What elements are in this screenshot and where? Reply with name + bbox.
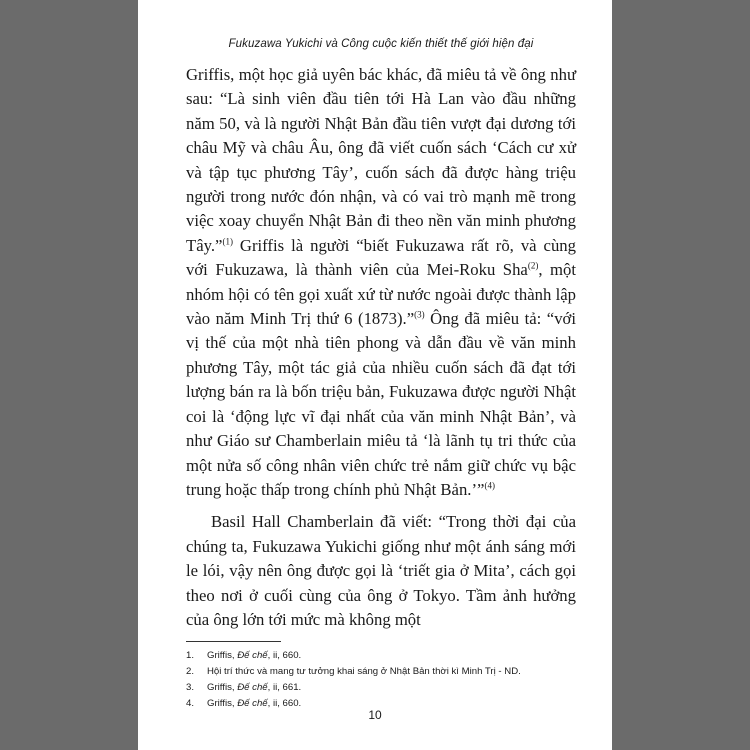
footnote-number: 1. xyxy=(186,650,195,662)
footnote-text-pre: Hội trí thức và mang tư tưởng khai sáng ở Nhật Bản thời kì Minh Trị - ND. xyxy=(207,666,521,678)
footnote-2 xyxy=(186,664,576,680)
paragraph-1-text-b: Griffis là người “biết Fukuzawa rất rõ, và cùng với Fukuzawa, là thành viên của Mei-Roku Sha xyxy=(186,235,576,280)
footnote-divider xyxy=(186,641,281,642)
footnote-text-pre: Griffis, xyxy=(207,698,238,710)
footnote-3 xyxy=(186,680,576,696)
paragraph-1-text-d: Ông đã miêu tả: “với vị thế của một nhà tiên phong và dẫn đầu về văn minh phương Tây, một tác giả của nhiều cuốn sách đã đạt tới lượng bán ra là bốn triệu bản, Fukuzawa được người Nhật coi là ‘động lực vĩ đại nhất của văn minh Nhật Bản’, và như Giáo sư Chamberlain miêu tả ‘là lãnh tụ tri thức của một nửa số công nhân viên chức trẻ nắm giữ chức vụ bậc trung hoặc thấp trong chính phủ Nhật Bản.’” xyxy=(186,309,577,499)
footnote-1 xyxy=(186,648,576,664)
paragraph-1-text-c: , một nhóm hội có tên gọi xuất xứ từ nước ngoài được thành lập vào năm Minh Trị thứ 6 (1873).” xyxy=(186,260,576,329)
footnote-ref-1: (1) xyxy=(222,236,233,247)
footnote-number: 4. xyxy=(186,698,195,710)
paragraph-1-text-a: Griffis, một học giả uyên bác khác, đã miêu tả về ông như sau: “Là sinh viên đầu tiên tới Hà Lan vào đầu những năm 50, và là người Nhật Bản đầu tiên vượt đại dương tới châu Mỹ và châu Âu, ông đã viết cuốn sách ‘Cách cư xử và tập tục phương Tây’, cuốn sách đã được hàng triệu người trong nước đón nhận, và có vai trò mạnh mẽ trong việc xoay chuyển Nhật Bản đi theo nền văn minh phương Tây.” xyxy=(186,65,576,255)
footnotes-list xyxy=(186,648,576,712)
paragraph-1 xyxy=(186,63,576,502)
book-page xyxy=(138,0,612,750)
footnote-text-italic: Đế chế xyxy=(237,650,268,662)
footnote-text xyxy=(207,664,521,680)
footnote-text-pre: Griffis, xyxy=(207,650,238,662)
page-number: 10 xyxy=(368,708,382,722)
footnote-text xyxy=(207,648,301,664)
footnote-text-pre: Griffis, xyxy=(207,682,238,694)
footnote-ref-4: (4) xyxy=(484,480,495,491)
running-header: Fukuzawa Yukichi và Công cuộc kiến thiết thế giới hiện đại xyxy=(228,38,534,50)
footnote-number: 2. xyxy=(186,666,195,678)
footnote-text-post: , ii, 660. xyxy=(267,650,302,662)
footnote-ref-3: (3) xyxy=(414,309,425,320)
footnote-text-italic: Đế chế xyxy=(237,698,268,710)
paragraph-2: Basil Hall Chamberlain đã viết: “Trong thời đại của chúng ta, Fukuzawa Yukichi giống như một ánh sáng mới le lói, vậy nên ông được gọi là ‘triết gia ở Mita’, cách gọi theo nơi ở cuối cùng của ông ở Tokyo. Tầm ảnh hưởng của ông lớn tới mức mà không một xyxy=(186,512,576,629)
footnote-number: 3. xyxy=(186,682,195,694)
footnote-text-post: , ii, 660. xyxy=(267,698,302,710)
footnote-text xyxy=(207,680,301,696)
body-text xyxy=(186,63,576,632)
footnote-text-post: , ii, 661. xyxy=(267,682,302,694)
footnote-text-italic: Đế chế xyxy=(237,682,268,694)
footnote-ref-2: (2) xyxy=(527,260,539,271)
